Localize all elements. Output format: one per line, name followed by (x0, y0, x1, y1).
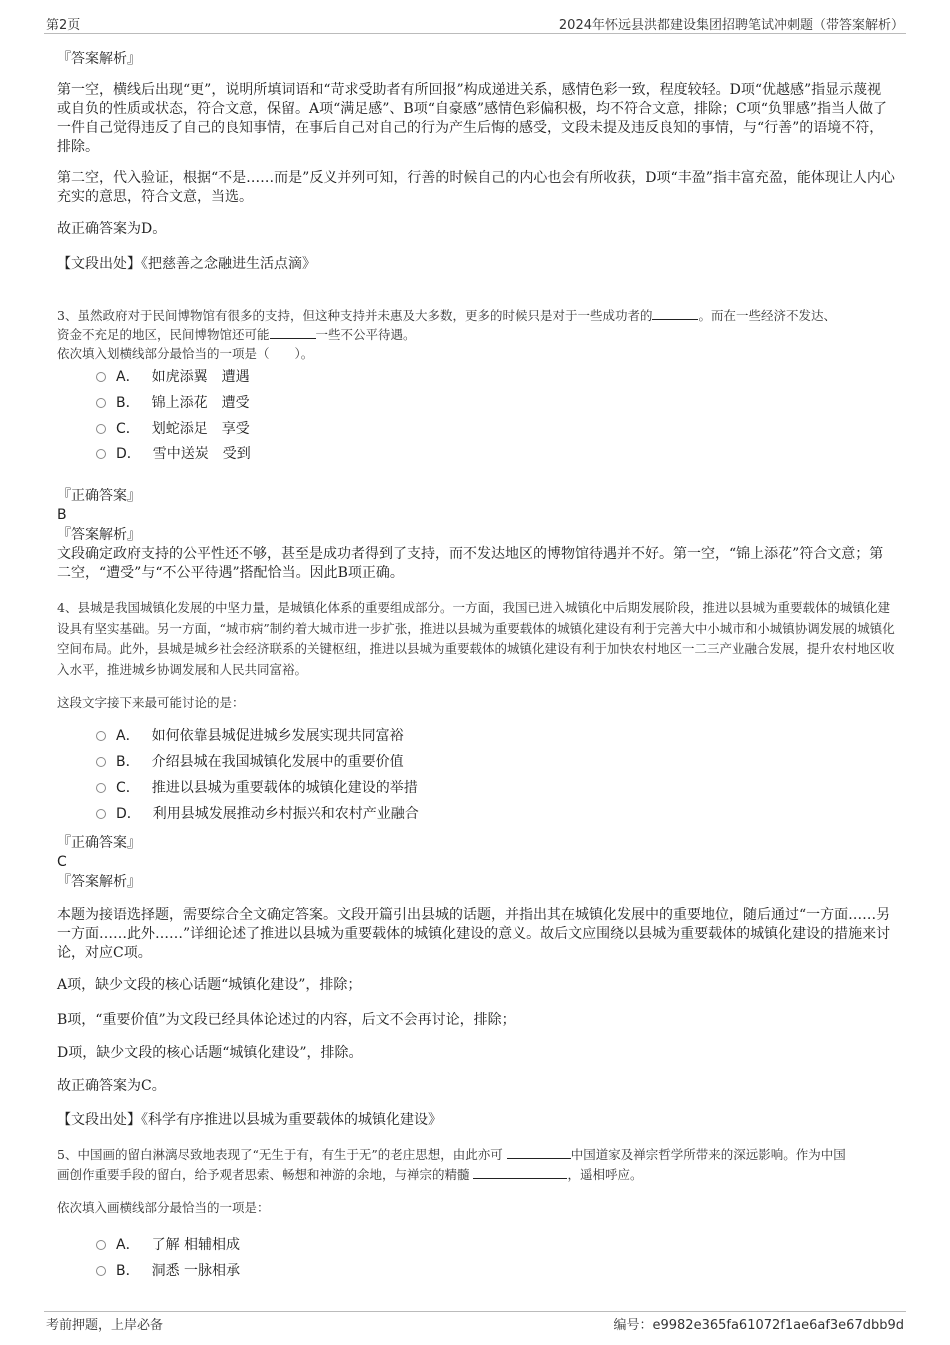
q5-stem: 5、中国画的留白淋漓尽致地表现了“无生于有，有生于无”的老庄思想，由此亦可 中国道家及禅宗哲学所带来的深远影响。作为中国 画创作重要手段的留白，给予观者思索、畅想和神游的余地，与禅宗的精髓 ，遥相呼应。 (57, 1147, 846, 1182)
q3-blank-2 (270, 326, 316, 339)
q3-option-b[interactable]: B． 锦上添花 遭受 (96, 393, 250, 413)
header-divider (44, 33, 906, 34)
q4-option-c[interactable]: C． 推进以县城为重要载体的城镇化建设的举措 (96, 778, 418, 798)
q5-blank-2 (473, 1166, 567, 1179)
q4-analysis-p4: D项，缺少文段的核心话题“城镇化建设”，排除。 (57, 1045, 363, 1061)
document-id: 编号：e9982e365fa61072f1ae6af3e67dbb9d (613, 1318, 904, 1333)
radio-icon[interactable] (96, 783, 106, 793)
q2-analysis-p3: 故正确答案为D。 (57, 221, 167, 237)
q3-analysis: 文段确定政府支持的公平性还不够，甚至是成功者得到了支持，而不发达地区的博物馆待遇并不好。第一空，“锦上添花”符合文意；第二空，“遭受”与“不公平待遇”搭配恰当。因此B项正确。 (57, 546, 884, 581)
q4-option-b[interactable]: B． 介绍县城在我国城镇化发展中的重要价值 (96, 752, 404, 772)
q3-blank-1 (652, 307, 698, 320)
radio-icon[interactable] (96, 1240, 106, 1250)
q2-analysis-p2: 第二空，代入验证，根据“不是……而是”反义并列可知，行善的时候自己的内心也会有所收获，D项“丰盈”指丰富充盈，能体现让人内心充实的意思，符合文意，当选。 (57, 170, 895, 205)
q4-answer-label: 『正确答案』 (57, 835, 141, 851)
radio-icon[interactable] (96, 424, 106, 434)
radio-icon[interactable] (96, 757, 106, 767)
q3-answer-label: 『正确答案』 (57, 488, 141, 504)
q3-option-a[interactable]: A． 如虎添翼 遭遇 (96, 367, 250, 387)
q3-stem: 3、虽然政府对于民间博物馆有很多的支持，但这种支持并未惠及大多数，更多的时候只是对于一些成功者的 。而在一些经济不发达、 资金不充足的地区，民间博物馆还可能 一些不公平待遇。 (57, 308, 836, 342)
footer-slogan: 考前押题，上岸必备 (46, 1318, 164, 1333)
q3-analysis-label: 『答案解析』 (57, 527, 141, 543)
q4-analysis-p1: 本题为接语选择题，需要综合全文确定答案。文段开篇引出县城的话题，并指出其在城镇化发展中的重要地位，随后通过“一方面……另一方面……此外……”详细论述了推进以县城为重要载体的城镇化建设的意义。故后文应围绕以县城为重要载体的城镇化建设的措施来讨论，对应C项。 (57, 907, 891, 961)
q4-prompt: 这段文字接下来最可能讨论的是： (57, 695, 245, 710)
q4-analysis-p2: A项，缺少文段的核心话题“城镇化建设”，排除； (57, 977, 362, 993)
q2-analysis-label: 『答案解析』 (57, 51, 141, 67)
q4-option-d[interactable]: D． 利用县城发展推动乡村振兴和农村产业融合 (96, 804, 419, 824)
q4-answer: C (57, 854, 67, 870)
q2-analysis-p1: 第一空，横线后出现“更”，说明所填词语和“苛求受助者有所回报”构成递进关系，感情色彩一致，程度较轻。D项“优越感”指显示蔑视或自负的性质或状态，符合文意，保留。A项“满足感”、B项“自豪感”感情色彩偏积极，均不符合文意，排除；C项“负罪感”指当人做了一件自己觉得违反了自己的良知事情，在事后自己对自己的行为产生后悔的感受，文段未提及违反良知的事情，与“行善”的语境不符，排除。 (57, 82, 888, 155)
document-title: 2024年怀远县洪都建设集团招聘笔试冲刺题（带答案解析） (558, 18, 904, 33)
q4-analysis-p3: B项，“重要价值”为文段已经具体论述过的内容，后文不会再讨论，排除； (57, 1012, 516, 1028)
q2-source: 【文段出处】《把慈善之念融进生活点滴》 (57, 256, 316, 272)
q3-answer: B (57, 507, 67, 523)
q4-analysis-p5: 故正确答案为C。 (57, 1078, 166, 1094)
q4-source: 【文段出处】《科学有序推进以县城为重要载体的城镇化建设》 (57, 1112, 442, 1128)
q5-option-a[interactable]: A． 了解 相辅相成 (96, 1235, 240, 1255)
footer-divider (44, 1311, 906, 1312)
q5-blank-1 (507, 1146, 571, 1159)
page-number: 第2页 (46, 18, 81, 33)
q3-prompt: 依次填入划横线部分最恰当的一项是（ ）。 (57, 346, 314, 361)
q5-option-b[interactable]: B． 洞悉 一脉相承 (96, 1261, 240, 1281)
q4-stem: 4、县城是我国城镇化发展的中坚力量，是城镇化体系的重要组成部分。一方面，我国已进入城镇化中后期发展阶段，推进以县城为重要载体的城镇化建设具有坚实基础。另一方面，“城市病”制约着大城市进一步扩张，推进以县城为重要载体的城镇化建设有利于完善大中小城市和小城镇协调发展的城镇化空间布局。此外，县城是城乡社会经济联系的关键枢纽，推进以县城为重要载体的城镇化建设有利于加快农村地区一二三产业融合发展，提升农村地区收入水平，推进城乡协调发展和人民共同富裕。 (57, 600, 895, 677)
radio-icon[interactable] (96, 1266, 106, 1276)
q4-analysis-label: 『答案解析』 (57, 874, 141, 890)
radio-icon[interactable] (96, 398, 106, 408)
q3-option-c[interactable]: C． 划蛇添足 享受 (96, 419, 250, 439)
radio-icon[interactable] (96, 449, 106, 459)
q4-option-a[interactable]: A． 如何依靠县城促进城乡发展实现共同富裕 (96, 726, 404, 746)
radio-icon[interactable] (96, 731, 106, 741)
radio-icon[interactable] (96, 372, 106, 382)
q5-prompt: 依次填入画横线部分最恰当的一项是： (57, 1200, 270, 1215)
q3-option-d[interactable]: D． 雪中送炭 受到 (96, 444, 251, 464)
radio-icon[interactable] (96, 809, 106, 819)
